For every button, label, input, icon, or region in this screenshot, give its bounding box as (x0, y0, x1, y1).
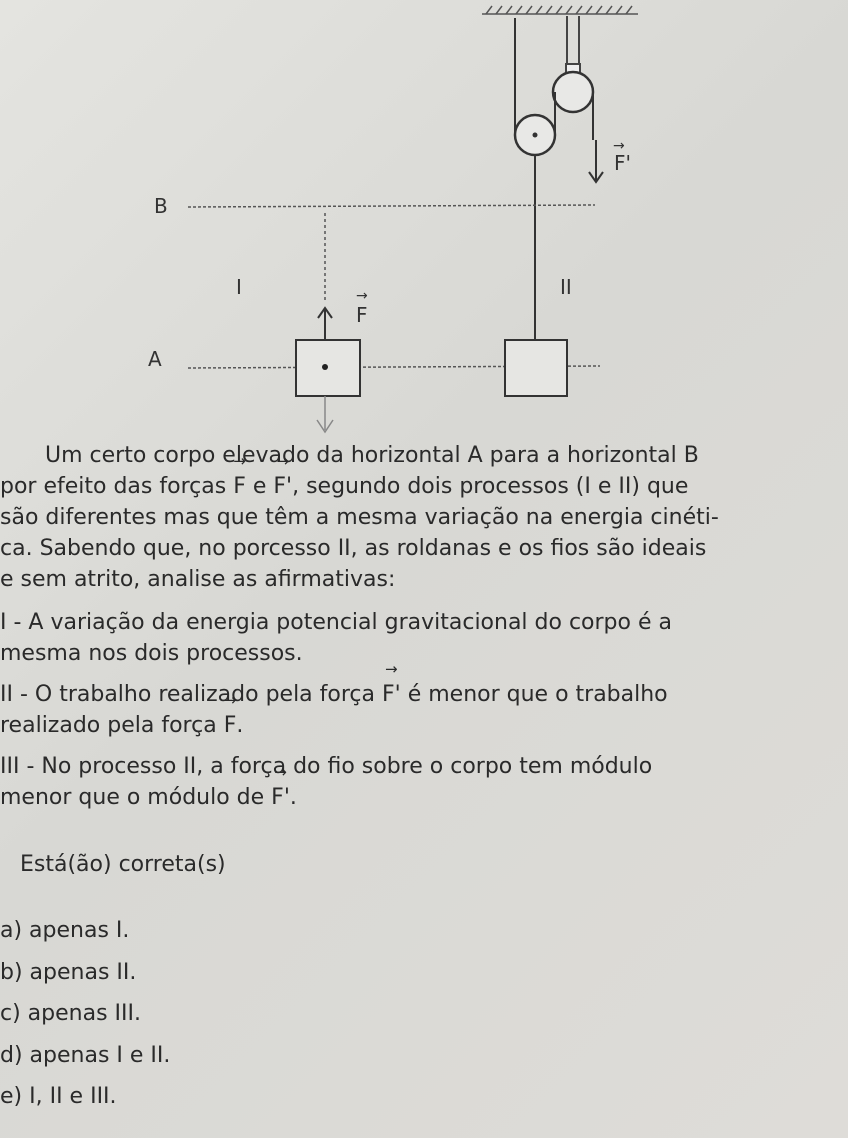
label-ii: II (560, 275, 572, 299)
statement-ii-line-2 (0, 710, 840, 741)
statement-ii-f-prime: → F' (382, 679, 401, 710)
label-a: A (148, 347, 162, 371)
intro-line-5: e sem atrito, analise as afirmativas: (0, 567, 396, 592)
intro-line-1: Um certo corpo elevado da horizontal A para a horizontal B (45, 443, 699, 468)
option-d[interactable]: d) apenas I e II. (0, 1042, 171, 1068)
statement-iii-a: menor que o módulo de (0, 785, 265, 810)
statement-i-line-1: I - A variação da energia potencial gravitacional do corpo é a (0, 610, 672, 635)
intro-line-3: são diferentes mas que têm a mesma variação na energia cinéti- (0, 505, 719, 530)
symbol-f-prime: → F' (273, 471, 292, 502)
intro-line-2-a: por efeito das forças (0, 474, 227, 499)
body-process-ii (505, 340, 567, 396)
symbol-f: → F (233, 471, 246, 502)
force-f-prime-vector-mark: → (613, 138, 625, 154)
intro-line-4: ca. Sabendo que, no porcesso II, as roldanas e os fios são ideais (0, 536, 707, 561)
force-f-prime-label: F' (614, 151, 632, 175)
statement-ii-b: é menor que o trabalho (407, 682, 668, 707)
option-c[interactable]: c) apenas III. (0, 1001, 141, 1026)
ceiling (482, 6, 638, 14)
problem-text (0, 440, 840, 1118)
statement-ii-a: II - O trabalho realizado pela força (0, 682, 375, 707)
pulley-mount (566, 16, 580, 74)
statement-iii-line-1: III - No processo II, a força do fio sobre o corpo tem módulo (0, 754, 653, 779)
option-a[interactable]: a) apenas I. (0, 918, 130, 943)
intro-line-2 (0, 471, 840, 502)
fixed-pulley (553, 72, 593, 112)
force-f-label: F (356, 303, 368, 327)
body-process-i (296, 340, 360, 396)
weight-arrow (317, 396, 333, 432)
statement-i-line-2: mesma nos dois processos. (0, 641, 303, 666)
statement-iii-f-prime: → F' (271, 782, 290, 813)
label-b: B (154, 194, 168, 218)
statement-ii-line-1 (0, 679, 840, 710)
option-b[interactable]: b) apenas II. (0, 959, 137, 985)
horizontal-b-line (188, 205, 595, 207)
statement-ii-d: . (236, 713, 244, 738)
statement-ii-c: realizado pela força (0, 713, 217, 738)
statement-ii-f: → F (224, 710, 237, 741)
label-i: I (236, 275, 242, 299)
body-i-center (322, 364, 328, 370)
intro-line-2-b: e (252, 474, 267, 499)
answer-options (0, 910, 840, 1118)
ropes (515, 18, 593, 340)
movable-pulley (515, 115, 555, 155)
force-f-prime-arrow (589, 140, 603, 182)
intro-line-2-c: , segundo dois processos (I e II) que (292, 474, 689, 499)
question-prompt: Está(ão) correta(s) (20, 852, 226, 877)
physics-diagram (0, 0, 848, 440)
statement-iii-line-2 (0, 782, 840, 813)
option-e[interactable]: e) I, II e III. (0, 1084, 117, 1109)
statement-iii-b: . (289, 785, 297, 810)
force-f-vector-mark: → (356, 288, 368, 304)
